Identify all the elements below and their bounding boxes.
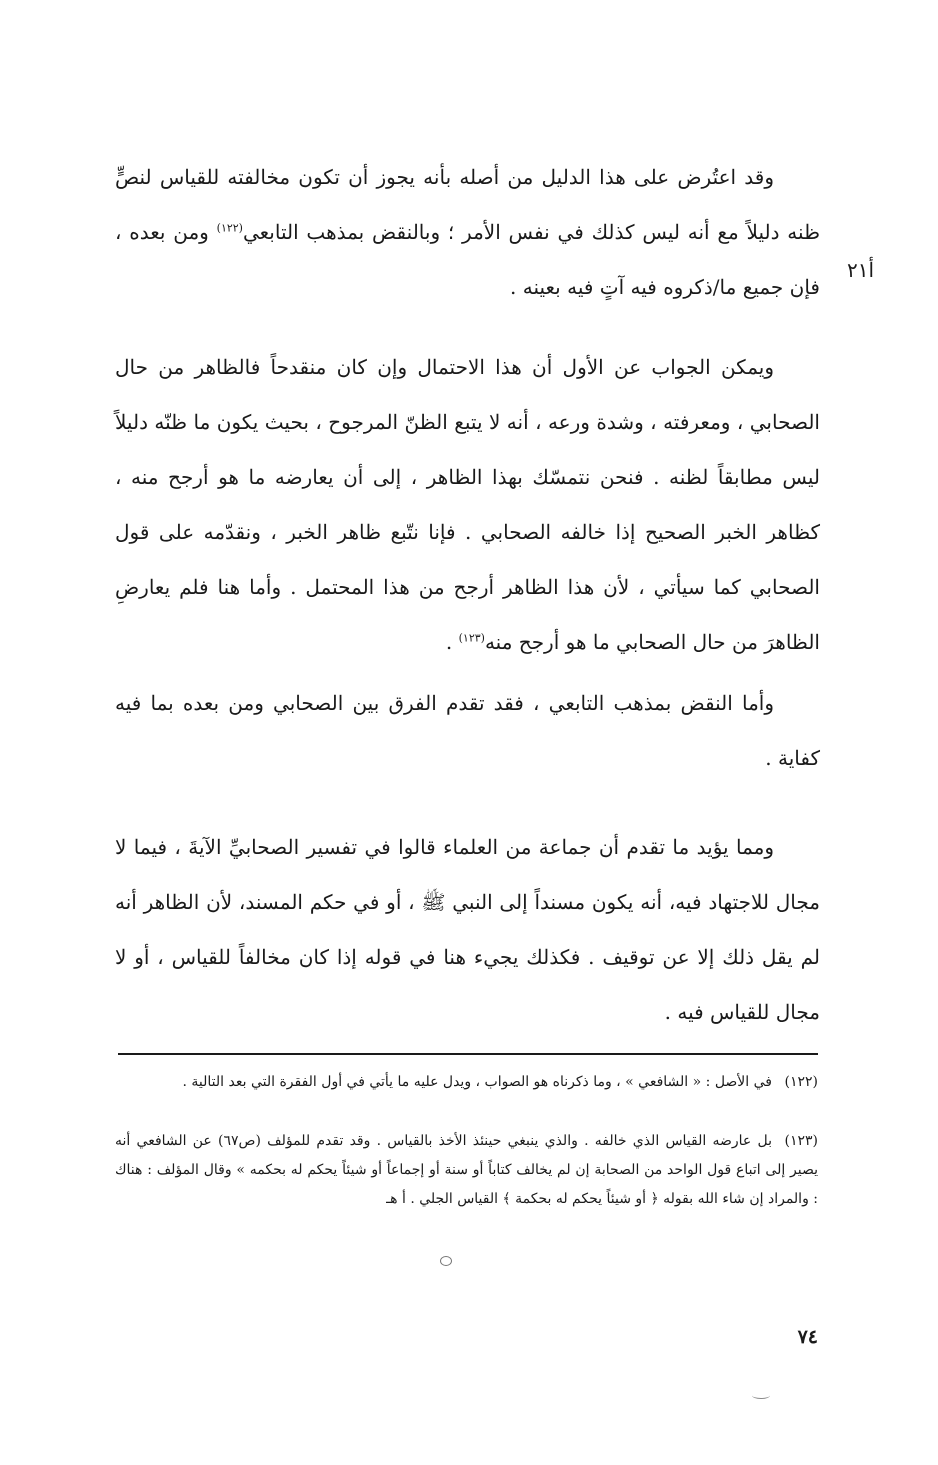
- footnote-ref-122[interactable]: (١٢٢): [216, 221, 243, 235]
- footnote-122-number: (١٢٢): [784, 1074, 818, 1090]
- paragraph-1-tail: ومن بعده ، فإن جميع ما/ذكروه فيه آتٍ فيه بعينه .: [115, 220, 820, 299]
- paragraph-1: [115, 150, 820, 315]
- paragraph-2-tail: .: [445, 630, 459, 654]
- paragraph-4: [115, 820, 820, 1040]
- paragraph-3-text: وأما النقض بمذهب التابعي ، فقد تقدم الفرق بين الصحابي ومن بعده بما فيه كفاية .: [115, 691, 820, 770]
- paragraph-2-text: ويمكن الجواب عن الأول أن هذا الاحتمال وإن كان منقدحاً فالظاهر من حال الصحابي ، ومعرفته ، وشدة ورعه ، أنه لا يتبع الظنّ المرجوح ، بحيث يكون ما ظنّه دليلاً ليس مطابقاً لظنه . فنحن نتمسّك بهذا الظاهر ، إلى أن يعارضه ما هو أرجح منه ، كظاهر الخبر الصحيح إذا خالفه الصحابي . فإنا نتّبع ظاهر الخبر ، ونقدّمه على قول الصحابي كما سيأتي ، لأن هذا الظاهر أرجح من هذا المحتمل . وأما هنا فلم يعارضِ الظاهرَ من حال الصحابي ما هو أرجح منه: [115, 355, 820, 654]
- paragraph-3: [115, 676, 820, 786]
- scan-artifact-circle-icon: [440, 1256, 452, 1266]
- paragraph-4-text: ومما يؤيد ما تقدم أن جماعة من العلماء قالوا في تفسير الصحابيِّ الآيةَ ، فيما لا مجال للاجتهاد فيه، أنه يكون مسنداً إلى النبي ﷺ ، أو في حكم المسند، لأن الظاهر أنه لم يقل ذلك إلا عن توقيف . فكذلك يجيء هنا في قوله إذا كان مخالفاً للقياس ، أو لا مجال للقياس فيه .: [115, 835, 820, 1024]
- paragraph-1-text: وقد اعتُرض على هذا الدليل من أصله بأنه يجوز أن تكون مخالفته للقياس لنصٍّ ظنه دليلاً مع أنه ليس كذلك في نفس الأمر ؛ وبالنقض بمذهب التابعي: [115, 165, 820, 244]
- footnote-122-text: في الأصل : « الشافعي » ، وما ذكرناه هو الصواب ، ويدل عليه ما يأتي في أول الفقرة التي بعد التالية .: [182, 1074, 772, 1090]
- footnote-123-text: بل عارضه القياس الذي خالفه . والذي ينبغي حينئذ الأخذ بالقياس . وقد تقدم للمؤلف (ص٦٧) عن الشافعي أنه يصير إلى اتباع قول الواحد من الصحابة إن لم يخالف كتاباً أو سنة أو إجماعاً أو شيئاً يحكم له بحكمه » وقال المؤلف : هناك : والمراد إن شاء الله بقوله ﴿ أو شيئاً يحكم له بحكمة ﴾ القياس الجلي . أ هـ: [115, 1133, 818, 1207]
- page-number: ٧٤: [797, 1326, 818, 1348]
- scan-artifact-mark-icon: [752, 1392, 770, 1399]
- margin-folio-note: أ٢١: [846, 258, 874, 282]
- footnote-122: [115, 1068, 818, 1097]
- paragraph-2: [115, 340, 820, 670]
- footnote-123: [115, 1127, 818, 1214]
- footnote-ref-123[interactable]: (١٢٣): [458, 631, 485, 645]
- footnote-123-number: (١٢٣): [784, 1133, 818, 1149]
- footnote-separator: [118, 1053, 818, 1055]
